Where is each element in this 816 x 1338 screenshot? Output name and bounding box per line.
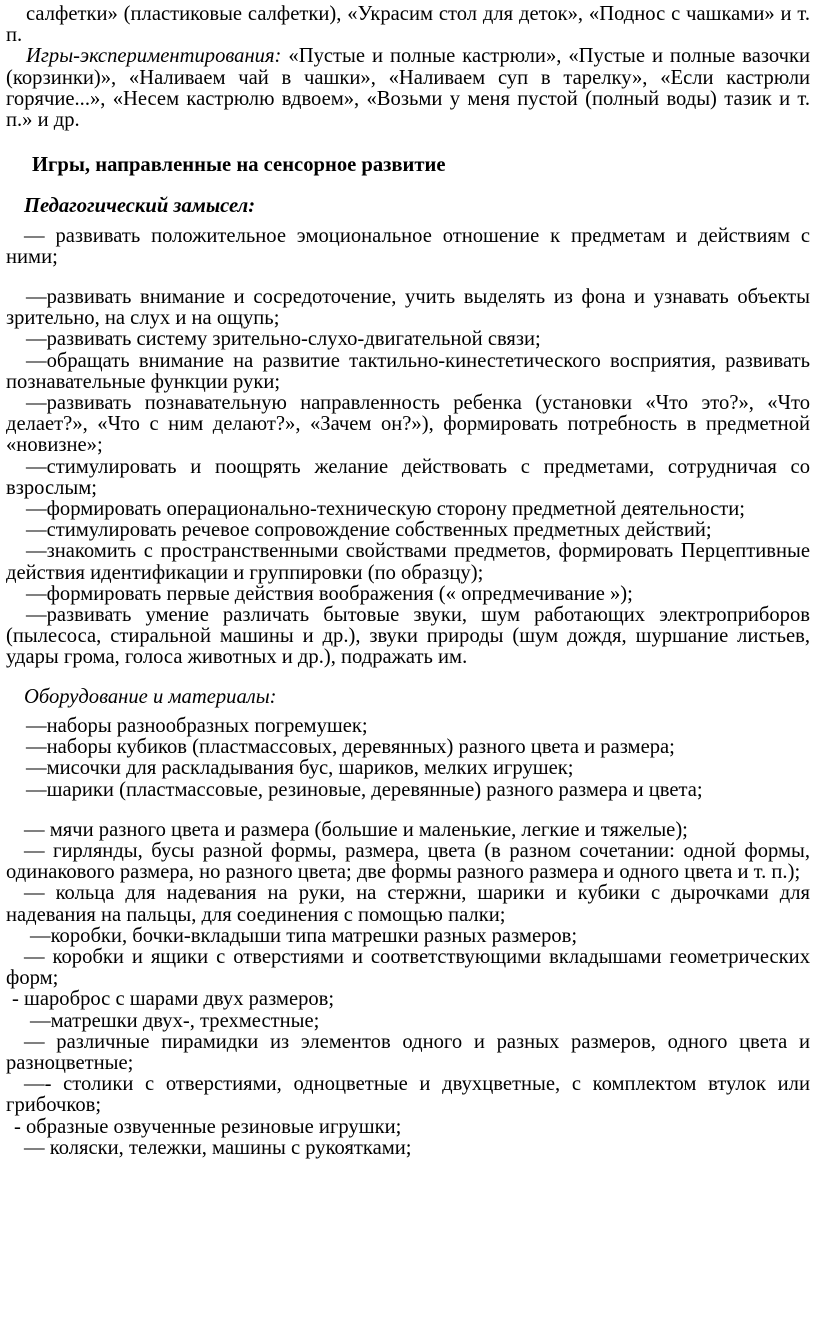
equipment-item: —- столики с отверстиями, одноцветные и двухцветные, с комплектом втулок или грибочков; (6, 1073, 810, 1117)
goal-item: —знакомить с пространственными свойствами предметов, формировать Перцептивные действия идентификации и группировки (по образцу); (6, 540, 810, 584)
goal-item: — развивать положительное эмоциональное отношение к предметам и действиям с ними; (6, 224, 810, 268)
equipment-item: —шарики (пластмассовые, резиновые, деревянные) разного размера и цвета; (26, 778, 703, 801)
experiment-games-text: «Пустые и полные кастрюли», «Пустые и полные вазочки (корзинки)», «Наливаем чай в чашки», «Наливаем суп в тарелку», «Если кастрюли горячие...», «Несем кастрюлю вдвоем», «Возьми у меня пустой (полный воды) тазик и т. п.» и др. (6, 45, 810, 132)
goal-item: —формировать первые действия воображения (« опредмечивание »); (26, 582, 633, 605)
equipment-item: — различные пирамидки из элементов одного и разных размеров, одного цвета и разноцветные; (6, 1030, 810, 1074)
equipment-item: —наборы разнообразных погремушек; (26, 714, 368, 737)
goal-item: —формировать операционально-техническую сторону предметной деятельности; (26, 498, 745, 521)
goal-item: —развивать познавательную направленность ребенка (установки «Что это?», «Что делает?», «Что с ним делают?», «Зачем он?»), формировать потребность в предметной «новизне»; (6, 392, 810, 457)
goal-item: —развивать систему зрительно-слухо-двигательной связи; (26, 328, 541, 351)
equipment-item: — гирлянды, бусы разной формы, размера, цвета (в разном сочетании: одной формы, одинакового размера, но разного цвета; две формы разного размера и одного цвета и т. п.); (6, 839, 810, 884)
section-subtitle: Педагогический замысел: (24, 195, 256, 218)
document-page (6, 4, 810, 1159)
equipment-item: — кольца для надевания на руки, на стержни, шарики и кубики с дырочками для надевания на пальцы, для соединения с помощью палки; (6, 882, 810, 926)
equipment-item: —наборы кубиков (пластмассовых, деревянных) разного цвета и размера; (26, 736, 675, 759)
goal-item: —стимулировать и поощрять желание действовать с предметами, сотрудничая со взрослым; (6, 455, 810, 499)
goal-item: —развивать умение различать бытовые звуки, шум работающих электроприборов (пылесоса, стиральной машины и др.), звуки природы (шум дождя, шуршание листьев, удары грома, голоса животных и др.), подражать им. (6, 604, 810, 669)
experiment-games-label: Игры-экспериментирования: (26, 45, 282, 68)
equipment-item: — коляски, тележки, машины с рукоятками; (24, 1136, 412, 1159)
equipment-item: —матрешки двух-, трехместные; (30, 1009, 320, 1032)
goal-item: —обращать внимание на развитие тактильно-кинестетического восприятия, развивать познавательные функции руки; (6, 349, 810, 393)
equipment-item: —мисочки для раскладывания бус, шариков, мелких игрушек; (26, 757, 574, 780)
equipment-item: - образные озвученные резиновые игрушки; (14, 1115, 402, 1138)
intro-paragraph: салфетки» (пластиковые салфетки), «Украсим стол для деток», «Поднос с чашками» и т. п. (6, 3, 810, 47)
goal-item: —стимулировать речевое сопровождение собственных предметных действий; (26, 519, 712, 542)
equipment-item: — коробки и ящики с отверстиями и соответствующими вкладышами геометрических форм; (6, 945, 810, 990)
equipment-item: —коробки, бочки-вкладыши типа матрешки разных размеров; (30, 924, 578, 947)
experiment-games-paragraph (6, 46, 810, 131)
goal-item: —развивать внимание и сосредоточение, учить выделять из фона и узнавать объекты зрительно, на слух и на ощупь; (6, 286, 810, 330)
equipment-title: Оборудование и материалы: (24, 685, 277, 708)
section-title: Игры, направленные на сенсорное развитие (32, 154, 446, 177)
equipment-item: - шароброс с шарами двух размеров; (12, 988, 335, 1011)
equipment-item: — мячи разного цвета и размера (большие и маленькие, легкие и тяжелые); (24, 818, 688, 841)
